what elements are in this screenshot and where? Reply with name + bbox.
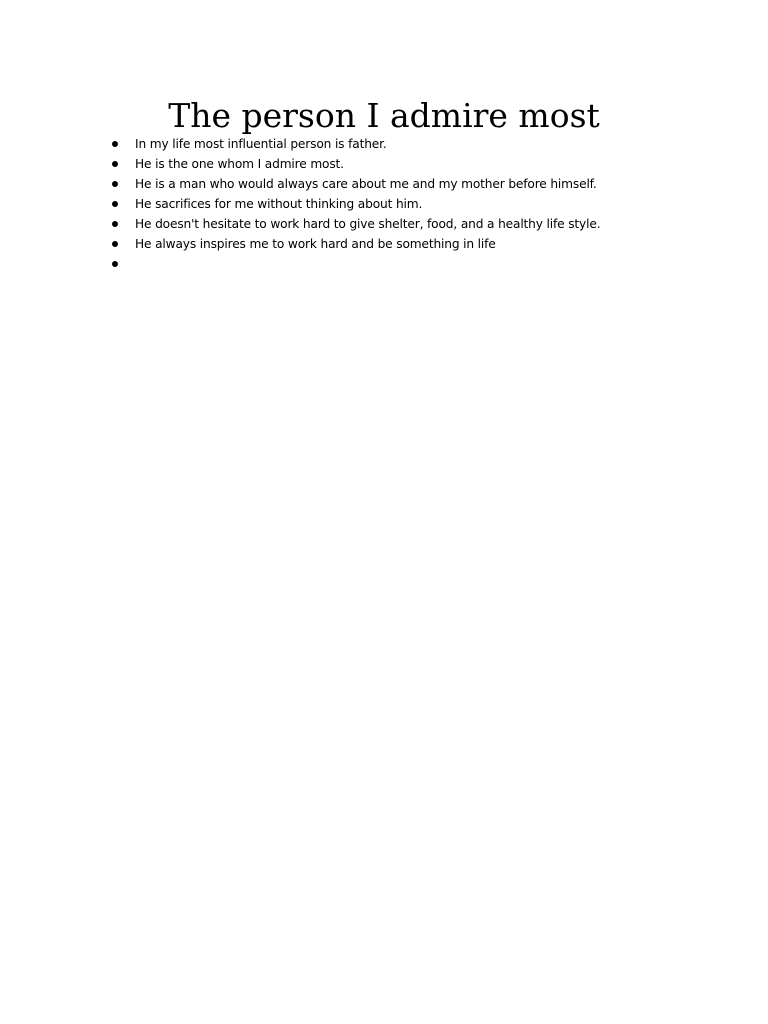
bullet-icon (112, 161, 118, 167)
bullet-icon (112, 141, 118, 147)
bullet-icon (112, 201, 118, 207)
list-item-text: He always inspires me to work hard and be something in life (135, 237, 496, 251)
bullet-icon (112, 181, 118, 187)
list-item-text: He doesn't hesitate to work hard to give shelter, food, and a healthy life style. (135, 217, 601, 231)
list-item-text: He sacrifices for me without thinking about him. (135, 197, 423, 211)
list-item-text: He is a man who would always care about me and my mother before himself. (135, 177, 597, 191)
bullet-icon (112, 241, 118, 247)
page-title: The person I admire most (168, 96, 600, 135)
list-item-text: In my life most influential person is father. (135, 137, 387, 151)
list-item-text: He is the one whom I admire most. (135, 157, 344, 171)
bullet-icon (112, 221, 118, 227)
bullet-icon (112, 261, 118, 267)
